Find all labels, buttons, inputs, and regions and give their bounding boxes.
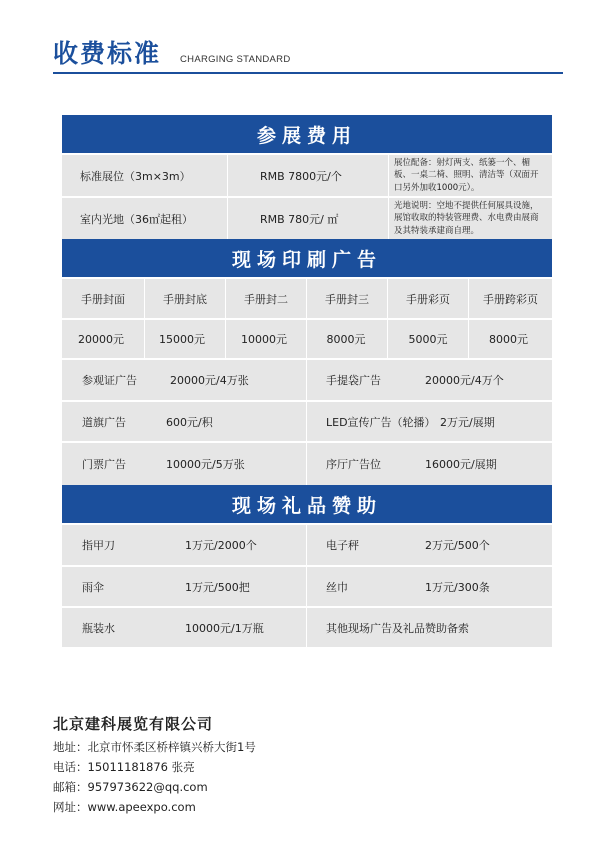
table-cell: LED宣传广告（轮播） xyxy=(326,415,436,429)
table-cell: 序厅广告位 xyxy=(326,458,381,471)
page-title: 收费标准 xyxy=(53,39,162,68)
table-cell: 手提袋广告 xyxy=(326,374,381,387)
raw-space-note: 光地说明：空地不提供任何展具设施，展馆收取的特装管理费、水电费由展商及其特装承建商自理。 xyxy=(394,200,539,236)
table-cell: 600元/积 xyxy=(166,415,213,429)
table-cell: 16000元/展期 xyxy=(425,458,497,471)
table-cell: 10000元 xyxy=(241,333,287,346)
table-cell: 电子秤 xyxy=(326,539,359,552)
standard-booth-note: 展位配备：射灯两支、纸篓一个、楣板、一桌二椅、照明、清洁等（双面开口另外加收1000元）。 xyxy=(394,157,539,193)
table-cell: 20000元/4万张 xyxy=(170,374,249,387)
table-row xyxy=(62,155,227,196)
gift-sponsor-heading: 现场礼品赞助 xyxy=(62,485,552,523)
email-text: 邮箱：957973622@qq.com xyxy=(53,780,208,794)
table-cell: 指甲刀 xyxy=(82,539,115,552)
table-cell: 15000元 xyxy=(159,333,205,346)
table-cell: 道旗广告 xyxy=(82,415,126,429)
page-subtitle: CHARGING STANDARD xyxy=(180,54,291,65)
table-cell: 门票广告 xyxy=(82,458,126,471)
table-header: 手册封三 xyxy=(325,292,369,306)
table-cell: 5000元 xyxy=(408,333,448,346)
raw-space-label: 室内光地（36㎡起租） xyxy=(80,212,193,226)
row-divider xyxy=(62,606,552,608)
col-divider xyxy=(306,525,307,647)
phone-text: 电话：15011181876 张亮 xyxy=(53,760,195,774)
table-row xyxy=(228,155,388,196)
table-cell: 雨伞 xyxy=(82,580,104,594)
table-cell: 2万元/500个 xyxy=(425,539,490,552)
table-cell: 2万元/展期 xyxy=(440,415,495,429)
address-text: 地址：北京市怀柔区桥梓镇兴桥大街1号 xyxy=(53,740,256,754)
table-cell: 参观证广告 xyxy=(82,374,137,387)
table-cell: 8000元 xyxy=(326,333,366,346)
table-header: 手册彩页 xyxy=(406,292,450,306)
exhibit-fees-heading: 参展费用 xyxy=(62,115,552,153)
table-cell: 1万元/2000个 xyxy=(185,539,257,552)
table-header: 手册封底 xyxy=(163,292,207,306)
table-cell: 8000元 xyxy=(489,333,528,346)
table-cell: 瓶装水 xyxy=(82,621,115,635)
table-header: 手册封二 xyxy=(244,292,288,306)
company-name: 北京建科展览有限公司 xyxy=(53,715,214,733)
table-cell: 10000元/5万张 xyxy=(166,458,245,471)
table-row xyxy=(62,198,227,239)
table-cell: 其他现场广告及礼品赞助备索 xyxy=(326,621,469,635)
table-cell: 20000元/4万个 xyxy=(425,374,504,387)
table-cell: 1万元/300条 xyxy=(425,580,490,594)
table-header: 手册跨彩页 xyxy=(483,292,538,306)
table-row xyxy=(389,198,552,239)
print-ads-heading: 现场印刷广告 xyxy=(62,239,552,277)
website-text: 网址：www.apeexpo.com xyxy=(53,800,196,814)
table-cell: 10000元/1万瓶 xyxy=(185,621,264,635)
standard-booth-label: 标准展位（3m×3m） xyxy=(80,169,191,183)
standard-booth-price: RMB 7800元/个 xyxy=(260,169,342,183)
table-cell: 1万元/500把 xyxy=(185,580,250,594)
header-divider xyxy=(53,72,563,74)
table-header: 手册封面 xyxy=(81,292,125,306)
raw-space-price: RMB 780元/ ㎡ xyxy=(260,212,339,226)
table-cell: 丝巾 xyxy=(326,580,348,594)
table-row xyxy=(389,155,552,196)
table-row xyxy=(228,198,388,239)
table-cell: 20000元 xyxy=(78,333,124,346)
